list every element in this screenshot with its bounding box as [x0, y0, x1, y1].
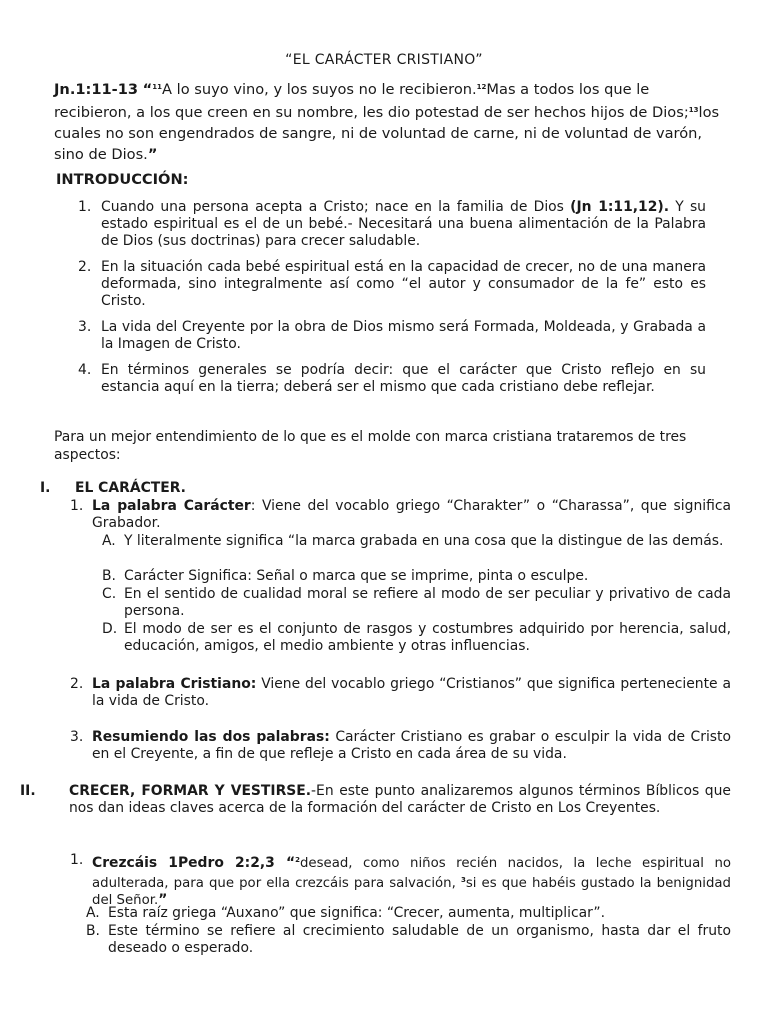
section-item — [70, 729, 731, 763]
section-text: CRECER, FORMAR Y VESTIRSE.-En este punto analizaremos algunos términos Bíblicos que nos dan ideas claves acerca de la formación del carácter de Cristo en Los Creyentes. — [69, 783, 731, 816]
sub-text: Carácter Significa: Señal o marca que se imprime, pinta o esculpe. — [124, 568, 589, 584]
item-text: La vida del Creyente por la obra de Dios mismo será Formada, Moldeada, y Grabada a la Imagen de Cristo. — [101, 319, 706, 352]
item-number: 1. — [70, 498, 84, 514]
item-text: La palabra Cristiano: Viene del vocablo griego “Cristianos” que significa perteneciente a la vida de Cristo. — [92, 676, 731, 709]
verse-open-quote: “ — [142, 81, 153, 98]
verse-text: los cuales no son engendrados de sangre, ni de voluntad de carne, ni de voluntad de varón, sino de Dios. — [54, 104, 720, 163]
item-number: 3. — [78, 319, 92, 335]
sub-letter: B. — [102, 568, 116, 584]
intro-item — [78, 199, 706, 250]
sub-letter: D. — [102, 621, 118, 637]
item-text: Crezcáis 1Pedro 2:2,3 “$^2$desead, como niños recién nacidos, la leche espiritual no adulterada, para que por ella crezcáis para salvación, $^3$si es que habéis gustado la benignidad del Señor.” — [92, 855, 732, 908]
section-number: I. — [40, 480, 51, 496]
sub-letter: A. — [102, 533, 116, 549]
item-text: Cuando una persona acepta a Cristo; nace en la familia de Dios (Jn 1:11,12). Y su estado espiritual es el de un bebé.- Necesitará una buena alimentación de la Palabra de Dios (sus doctrinas) para crecer saludable. — [101, 199, 706, 249]
section-number: II. — [20, 783, 36, 799]
verse-number: 12 — [476, 83, 487, 91]
item-text: En la situación cada bebé espiritual está en la capacidad de crecer, no de una manera deformada, sino integralmente así como “el autor y consumador de la fe” esto es Cristo. — [101, 259, 706, 309]
sub-item — [102, 533, 731, 550]
item-text: Resumiendo las dos palabras: Carácter Cristiano es grabar o esculpir la vida de Cristo en el Creyente, a fin de que refleje a Cristo en cada área de su vida. — [92, 729, 731, 762]
sub-letter: C. — [102, 586, 117, 602]
item-number: 2. — [78, 259, 92, 275]
sub-text: Esta raíz griega “Auxano” que significa: “Crecer, aumenta, multiplicar”. — [108, 905, 606, 921]
verse-text: Mas a todos los que le recibieron, a los que creen en su nombre, les dio potestad de ser hechos hijos de Dios; — [54, 81, 689, 121]
intro-item — [78, 362, 706, 396]
intro-item — [78, 259, 706, 310]
item-number: 4. — [78, 362, 92, 378]
section-item — [70, 498, 731, 532]
item-number: 3. — [70, 729, 84, 745]
item-text: La palabra Carácter: Viene del vocablo griego “Charakter” o “Charassa”, que significa Grabador. — [92, 498, 732, 531]
item-text: En términos generales se podría decir: que el carácter que Cristo reflejo en su estancia aquí en la tierra; deberá ser el mismo que cada cristiano debe reflejar. — [101, 362, 706, 395]
sub-letter: A. — [86, 905, 100, 921]
sub-letter: B. — [86, 923, 100, 939]
section-heading — [20, 783, 731, 817]
section-item — [70, 676, 731, 710]
intro-item — [78, 319, 706, 353]
item-number: 1. — [78, 199, 92, 215]
intro-paragraph: Para un mejor entendimiento de lo que es el molde con marca cristiana trataremos de tres aspectos: — [54, 429, 687, 463]
verse-reference: Jn.1:11-13 — [54, 81, 139, 98]
sub-text: En el sentido de cualidad moral se refiere al modo de ser peculiar y privativo de cada persona. — [124, 586, 731, 619]
sub-text: Este término se refiere al crecimiento saludable de un organismo, hasta dar el fruto deseado o esperado. — [108, 923, 731, 956]
section-title: EL CARÁCTER. — [75, 480, 186, 496]
verse-quote — [54, 77, 730, 165]
intro-heading: INTRODUCCIÓN: — [56, 171, 189, 188]
sub-item — [86, 923, 731, 957]
section-item — [70, 852, 731, 909]
sub-item — [86, 905, 731, 922]
sub-text: Y literalmente significa “la marca grabada en una cosa que la distingue de las demás. — [124, 533, 724, 549]
verse-number: 11 — [152, 83, 163, 91]
sub-item — [102, 586, 731, 620]
verse-text: A lo suyo vino, y los suyos no le recibieron. — [162, 81, 477, 98]
sub-text: El modo de ser es el conjunto de rasgos y costumbres adquirido por herencia, salud, educación, amigos, el medio ambiente y otras influencias. — [124, 621, 731, 654]
section-heading — [40, 480, 186, 497]
verse-number: 13 — [688, 106, 699, 114]
item-number: 1. — [70, 852, 84, 868]
verse-close-quote: ” — [147, 146, 158, 163]
sub-item — [102, 568, 731, 585]
sub-item — [102, 621, 731, 655]
item-number: 2. — [70, 676, 84, 692]
document-title: “EL CARÁCTER CRISTIANO” — [285, 52, 483, 68]
